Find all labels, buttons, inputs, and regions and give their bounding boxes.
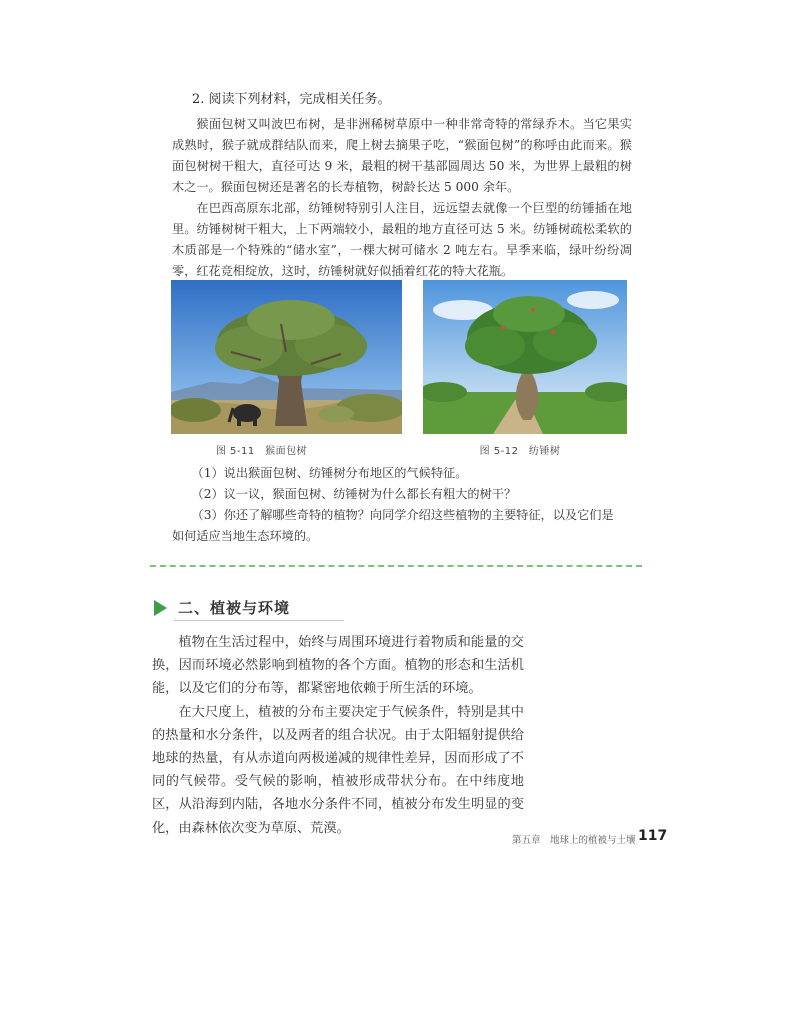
figure-bottle-tree <box>423 280 627 457</box>
task-questions <box>172 463 632 547</box>
task-title: 2. 阅读下列材料，完成相关任务。 <box>192 92 391 107</box>
section-body <box>152 631 524 840</box>
question-3: （3）你还了解哪些奇特的植物？向同学介绍这些植物的主要特征，以及它们是 <box>191 508 614 522</box>
bottle-tree-photo <box>423 280 627 434</box>
chapter-title: 第五章 地球上的植被与土壤 <box>512 835 636 846</box>
reading-task <box>172 90 632 282</box>
body-paragraph-2: 在大尺度上，植被的分布主要决定于气候条件，特别是其中的热量和水分条件，以及两者的组合状况。由于太阳辐射提供给地球的热量，有从赤道向两极递减的规律性差异，因而形成了不同的气候带。受气候的影响，植被形成带状分布。在中纬度地区，从沿海到内陆，各地水分条件不同，植被分布发生明显的变化，由森林依次变为草原、荒漠。 <box>152 704 524 836</box>
bottle-tree-paragraph: 在巴西高原东北部，纺锤树特别引人注目，远远望去就像一个巨型的纺锤插在地里。纺锤树树干粗大，上下两端较小，最粗的地方直径可达 5 米。纺锤树疏松柔软的木质部是一个特殊的“储水室”，一棵大树可储水 2 吨左右。旱季来临，绿叶纷纷凋零，红花竞相绽放，这时，纺锤树就好似插着红花的特大花瓶。 <box>172 201 632 278</box>
section-heading <box>152 596 532 620</box>
page-footer <box>512 828 668 848</box>
section-divider <box>150 565 642 567</box>
question-2: （2）议一议，猴面包树、纺锤树为什么都长有粗大的树干？ <box>191 487 517 501</box>
question-1: （1）说出猴面包树、纺锤树分布地区的气候特征。 <box>191 466 468 480</box>
page-number: 117 <box>638 828 668 844</box>
question-3-continued: 如何适应当地生态环境的。 <box>172 529 319 543</box>
figure-caption-bottle-tree: 图 5-12 纺锤树 <box>479 446 561 457</box>
body-paragraph-1: 植物在生活过程中，始终与周围环境进行着物质和能量的交换，因而环境必然影响到植物的各个方面。植物的形态和生活机能，以及它们的分布等，都紧密地依赖于所生活的环境。 <box>152 635 524 697</box>
baobab-tree-photo <box>171 280 402 434</box>
section-title: 二、植被与环境 <box>178 599 291 617</box>
figure-baobab <box>171 280 402 457</box>
figure-caption-baobab: 图 5-11 猴面包树 <box>215 446 308 457</box>
baobab-paragraph: 猴面包树又叫波巴布树，是非洲稀树草原中一种非常奇特的常绿乔木。当它果实成熟时，猴子就成群结队而来，爬上树去摘果子吃，“猴面包树”的称呼由此而来。猴面包树树干粗大，直径可达 9 米，最粗的树干基部圆周达 50 米，为世界上最粗的树木之一。猴面包树还是著名的长寿植物，树龄长达 5 000 余年。 <box>172 117 632 194</box>
triangle-bullet-icon <box>154 600 167 616</box>
heading-underline <box>174 620 344 621</box>
